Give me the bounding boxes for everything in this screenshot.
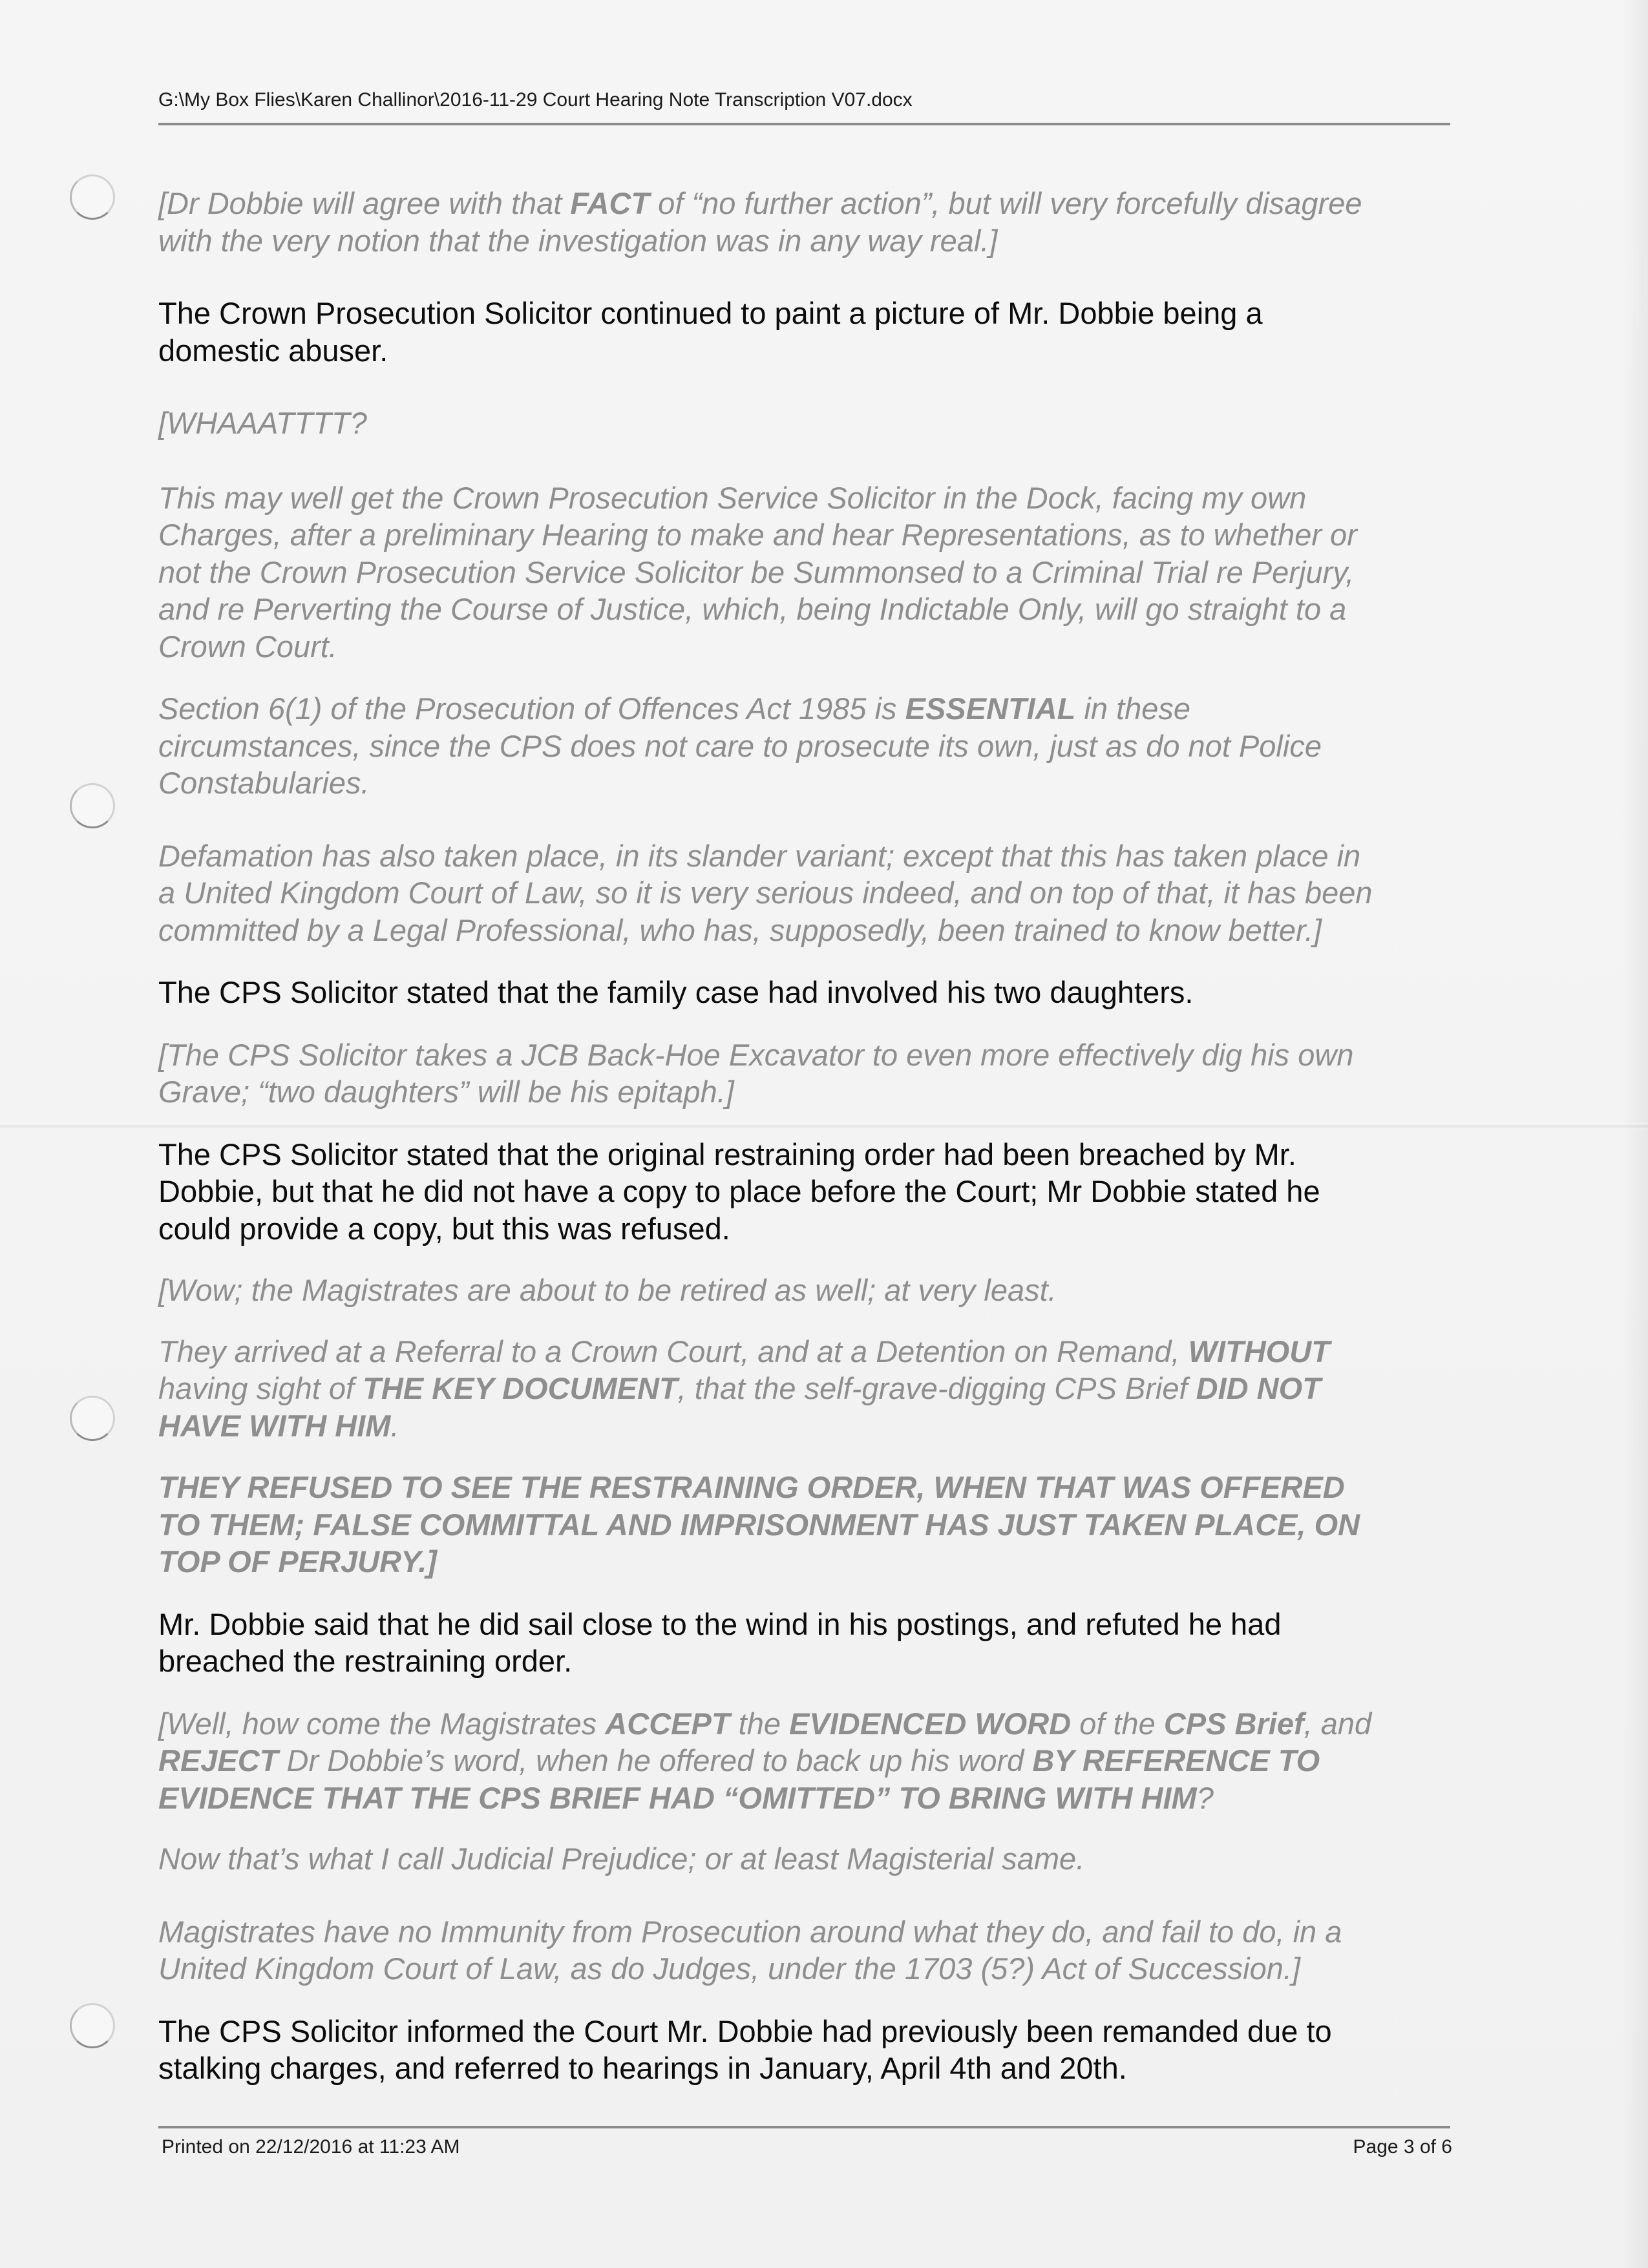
body-paragraph bbox=[158, 479, 1464, 666]
body-paragraph bbox=[158, 295, 1464, 369]
text-run: Crown Court. bbox=[158, 629, 337, 664]
text-run: The CPS Solicitor informed the Court Mr. Dobbie had previously been remanded due to bbox=[158, 2013, 1332, 2048]
text-run: The Crown Prosecution Solicitor continued to paint a picture of Mr. Dobbie being a bbox=[158, 296, 1263, 330]
body-paragraph bbox=[158, 974, 1464, 1011]
text-run: [Wow; the Magistrates are about to be retired as well; at very least. bbox=[158, 1273, 1057, 1307]
text-run: They arrived at a Referral to a Crown Court, and at a Detention on Remand, bbox=[158, 1334, 1188, 1369]
text-run: The CPS Solicitor stated that the family case had involved his two daughters. bbox=[158, 975, 1194, 1009]
text-run: breached the restraining order. bbox=[158, 1644, 573, 1678]
text-run: . bbox=[390, 1408, 399, 1443]
body-paragraph bbox=[158, 1272, 1464, 1309]
text-run: the bbox=[730, 1706, 790, 1741]
footer-printed-date: Printed on 22/12/2016 at 11:23 AM bbox=[162, 2136, 460, 2158]
bold-text-run: THE KEY DOCUMENT bbox=[363, 1371, 678, 1405]
text-run: This may well get the Crown Prosecution Service Solicitor in the Dock, facing my own bbox=[158, 480, 1307, 515]
text-run: of “no further action”, but will very forcefully disagree bbox=[650, 186, 1362, 220]
text-run: , that the self-grave-digging CPS Brief bbox=[677, 1371, 1196, 1405]
body-paragraph bbox=[158, 1333, 1464, 1445]
text-run: committed by a Legal Professional, who has, supposedly, been trained to know better.] bbox=[158, 912, 1322, 947]
text-run: and re Perverting the Course of Justice, which, being Indictable Only, will go straight to a bbox=[158, 592, 1347, 626]
text-run: in these bbox=[1075, 691, 1191, 726]
page-edge-shadow bbox=[1622, 0, 1648, 2268]
footer-page-number: Page 3 of 6 bbox=[1353, 2136, 1452, 2158]
header-rule bbox=[158, 123, 1450, 125]
bold-text-run: EVIDENCE THAT THE CPS BRIEF HAD “OMITTED” TO BRING WITH HIM bbox=[158, 1780, 1197, 1815]
text-run: domestic abuser. bbox=[158, 333, 388, 368]
text-run: TOP OF PERJURY.] bbox=[158, 1544, 437, 1579]
text-run: United Kingdom Court of Law, as do Judges, under the 1703 (5?) Act of Succession.] bbox=[158, 1951, 1301, 1986]
text-run: , and bbox=[1304, 1706, 1372, 1741]
body-paragraph bbox=[158, 2013, 1464, 2087]
text-run: The CPS Solicitor stated that the original restraining order had been breached by Mr. bbox=[158, 1137, 1296, 1171]
text-run: could provide a copy, but this was refused. bbox=[158, 1211, 730, 1246]
bold-text-run: ACCEPT bbox=[605, 1706, 730, 1741]
text-run: [Dr Dobbie will agree with that bbox=[158, 186, 571, 220]
bold-text-run: ESSENTIAL bbox=[905, 691, 1076, 726]
punch-hole-icon bbox=[70, 783, 115, 828]
text-run: stalking charges, and referred to hearings in January, April 4th and 20th. bbox=[158, 2051, 1127, 2085]
text-run: not the Crown Prosecution Service Solicitor be Summonsed to a Criminal Trial re Perjury, bbox=[158, 554, 1355, 589]
body-paragraph bbox=[158, 404, 1464, 442]
bold-text-run: BY REFERENCE TO bbox=[1032, 1743, 1320, 1778]
body-paragraph bbox=[158, 837, 1464, 949]
bold-text-run: CPS Brief bbox=[1163, 1706, 1304, 1741]
document-body bbox=[158, 185, 1464, 2087]
text-run: Dr Dobbie’s word, when he offered to back up his word bbox=[278, 1743, 1033, 1778]
bold-text-run: EVIDENCED WORD bbox=[789, 1706, 1072, 1741]
text-run: Charges, after a preliminary Hearing to make and hear Representations, as to whether or bbox=[158, 518, 1357, 552]
punch-hole-icon bbox=[70, 174, 115, 220]
text-run: Grave; “two daughters” will be his epitaph.] bbox=[158, 1075, 734, 1109]
punch-hole-icon bbox=[70, 2003, 115, 2048]
text-run: a United Kingdom Court of Law, so it is very serious indeed, and on top of that, it has been bbox=[158, 876, 1373, 910]
body-paragraph bbox=[158, 1469, 1464, 1580]
body-paragraph bbox=[158, 185, 1464, 259]
header-file-path: G:\My Box Flies\Karen Challinor\2016-11-29 Court Hearing Note Transcription V07.docx bbox=[158, 89, 913, 110]
bold-text-run: DID NOT bbox=[1196, 1371, 1321, 1405]
footer-rule bbox=[158, 2126, 1450, 2128]
text-run: [Well, how come the Magistrates bbox=[158, 1706, 606, 1741]
text-run: Mr. Dobbie said that he did sail close to the wind in his postings, and refuted he had bbox=[158, 1606, 1282, 1641]
text-run: with the very notion that the investigation was in any way real.] bbox=[158, 223, 998, 258]
bold-text-run: HAVE WITH HIM bbox=[158, 1408, 391, 1443]
text-run: circumstances, since the CPS does not care to prosecute its own, just as do not Police bbox=[158, 728, 1322, 763]
text-run: [WHAAATTTT? bbox=[158, 406, 367, 440]
text-run: having sight of bbox=[158, 1371, 363, 1405]
text-run: Constabularies. bbox=[158, 766, 370, 800]
body-paragraph bbox=[158, 1136, 1464, 1248]
text-run: [The CPS Solicitor takes a JCB Back-Hoe Excavator to even more effectively dig his own bbox=[158, 1037, 1354, 1072]
text-run: Section 6(1) of the Prosecution of Offences Act 1985 is bbox=[158, 691, 905, 726]
body-paragraph bbox=[158, 1036, 1464, 1111]
body-paragraph bbox=[158, 1606, 1464, 1680]
text-run: THEY REFUSED TO SEE THE RESTRAINING ORDER, WHEN THAT WAS OFFERED bbox=[158, 1470, 1345, 1504]
text-run: of the bbox=[1071, 1706, 1164, 1741]
text-run: Now that’s what I call Judicial Prejudice; or at least Magisterial same. bbox=[158, 1842, 1085, 1876]
punch-hole-icon bbox=[70, 1396, 115, 1441]
text-run: Dobbie, but that he did not have a copy to place before the Court; Mr Dobbie stated he bbox=[158, 1174, 1320, 1208]
text-run: Defamation has also taken place, in its slander variant; except that this has taken place in bbox=[158, 838, 1361, 873]
body-paragraph bbox=[158, 1840, 1464, 1878]
body-paragraph bbox=[158, 690, 1464, 802]
text-run: TO THEM; FALSE COMMITTAL AND IMPRISONMENT HAS JUST TAKEN PLACE, ON bbox=[158, 1507, 1360, 1542]
body-paragraph bbox=[158, 1705, 1464, 1817]
bold-text-run: REJECT bbox=[158, 1743, 279, 1778]
text-run: Magistrates have no Immunity from Prosecution around what they do, and fail to do, in a bbox=[158, 1914, 1342, 1949]
text-run: ? bbox=[1196, 1780, 1214, 1815]
bold-text-run: WITHOUT bbox=[1188, 1334, 1330, 1369]
body-paragraph bbox=[158, 1913, 1464, 1988]
bold-text-run: FACT bbox=[570, 186, 650, 220]
